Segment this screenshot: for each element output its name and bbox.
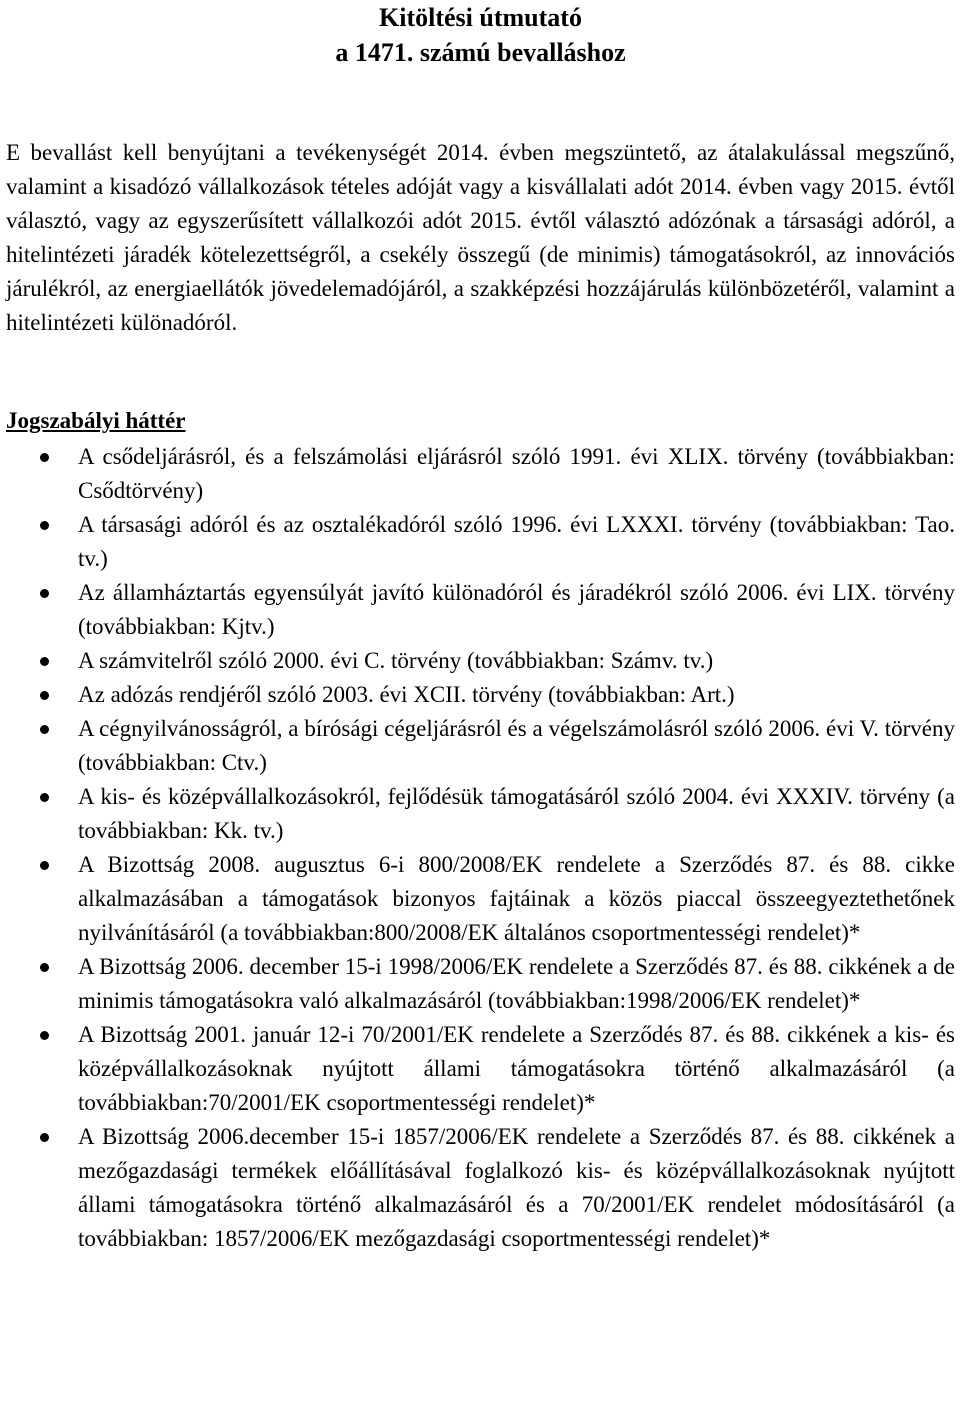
bullet-icon bbox=[40, 657, 49, 666]
section-heading: Jogszabályi háttér bbox=[6, 408, 186, 433]
document-title bbox=[6, 0, 955, 70]
list-item-text: A kis- és középvállalkozásokról, fejlődésük támogatásáról szóló 2004. évi XXXIV. törvény (a továbbiakban: Kk. tv.) bbox=[78, 784, 955, 843]
title-line-2: a 1471. számú bevalláshoz bbox=[335, 38, 626, 67]
list-item-text: Az államháztartás egyensúlyát javító különadóról és járadékról szóló 2006. évi LIX. törvény (továbbiakban: Kjtv.) bbox=[78, 580, 955, 639]
list-item-text: A csődeljárásról, és a felszámolási eljárásról szóló 1991. évi XLIX. törvény (továbbiakban: Csődtörvény) bbox=[78, 444, 955, 503]
title-line-1: Kitöltési útmutató bbox=[379, 3, 582, 32]
bullet-icon bbox=[40, 963, 49, 972]
list-item-text: A cégnyilvánosságról, a bírósági cégeljárásról és a végelszámolásról szóló 2006. évi V. törvény (továbbiakban: Ctv.) bbox=[78, 716, 955, 775]
list-item-text: A Bizottság 2006.december 15-i 1857/2006/EK rendelete a Szerződés 87. és 88. cikkének a mezőgazdasági termékek előállításával foglalkozó kis- és középvállalkozásoknak nyújtott állami támogatásokra történő alkalmazásáról és a 70/2001/EK rendelet módosításáról (a továbbiakban: 1857/2006/EK mezőgazdasági csoportmentességi rendelet)* bbox=[78, 1124, 955, 1251]
list-item bbox=[6, 508, 955, 576]
list-item-text: A Bizottság 2001. január 12-i 70/2001/EK rendelete a Szerződés 87. és 88. cikkének a kis- és középvállalkozásoknak nyújtott állami támogatásokra történő alkalmazásáról (a továbbiakban:70/2001/EK csoportmentességi rendelet)* bbox=[78, 1022, 955, 1115]
bullet-icon bbox=[40, 691, 49, 700]
list-item bbox=[6, 1018, 955, 1120]
list-item-text: A társasági adóról és az osztalékadóról szóló 1996. évi LXXXI. törvény (továbbiakban: Tao. tv.) bbox=[78, 512, 955, 571]
list-item bbox=[6, 848, 955, 950]
list-item-text: A Bizottság 2006. december 15-i 1998/2006/EK rendelete a Szerződés 87. és 88. cikkének a de minimis támogatásokra való alkalmazásáról (továbbiakban:1998/2006/EK rendelet)* bbox=[78, 954, 955, 1013]
bullet-icon bbox=[40, 725, 49, 734]
bullet-icon bbox=[40, 861, 49, 870]
list-item bbox=[6, 780, 955, 848]
list-item bbox=[6, 678, 955, 712]
list-item bbox=[6, 950, 955, 1018]
bullet-icon bbox=[40, 1133, 49, 1142]
list-item bbox=[6, 1120, 955, 1256]
bullet-icon bbox=[40, 1031, 49, 1040]
legal-background-list bbox=[6, 440, 955, 1256]
list-item bbox=[6, 644, 955, 678]
bullet-icon bbox=[40, 793, 49, 802]
list-item bbox=[6, 440, 955, 508]
list-item-text: A számvitelről szóló 2000. évi C. törvény (továbbiakban: Számv. tv.) bbox=[78, 648, 714, 673]
list-item bbox=[6, 576, 955, 644]
bullet-icon bbox=[40, 589, 49, 598]
bullet-icon bbox=[40, 453, 49, 462]
list-item bbox=[6, 712, 955, 780]
bullet-icon bbox=[40, 521, 49, 530]
list-item-text: Az adózás rendjéről szóló 2003. évi XCII. törvény (továbbiakban: Art.) bbox=[78, 682, 735, 707]
intro-paragraph: E bevallást kell benyújtani a tevékenységét 2014. évben megszüntető, az átalakulással megszűnő, valamint a kisadózó vállalkozások tételes adóját vagy a kisvállalati adót 2014. évben vagy 2015. évtől választó, vagy az egyszerűsített vállalkozói adót 2015. évtől választó adózónak a társasági adóról, a hitelintézeti járadék kötelezettségről, a csekély összegű (de minimis) támogatásokról, az innovációs járulékról, az energiaellátók jövedelemadójáról, a szakképzési hozzájárulás különbözetéről, valamint a hitelintézeti különadóról. bbox=[6, 140, 955, 335]
list-item-text: A Bizottság 2008. augusztus 6-i 800/2008/EK rendelete a Szerződés 87. és 88. cikke alkalmazásában a támogatások bizonyos fajtáinak a közös piaccal összeegyeztethetőnek nyilvánításáról (a továbbiakban:800/2008/EK általános csoportmentességi rendelet)* bbox=[78, 852, 955, 945]
